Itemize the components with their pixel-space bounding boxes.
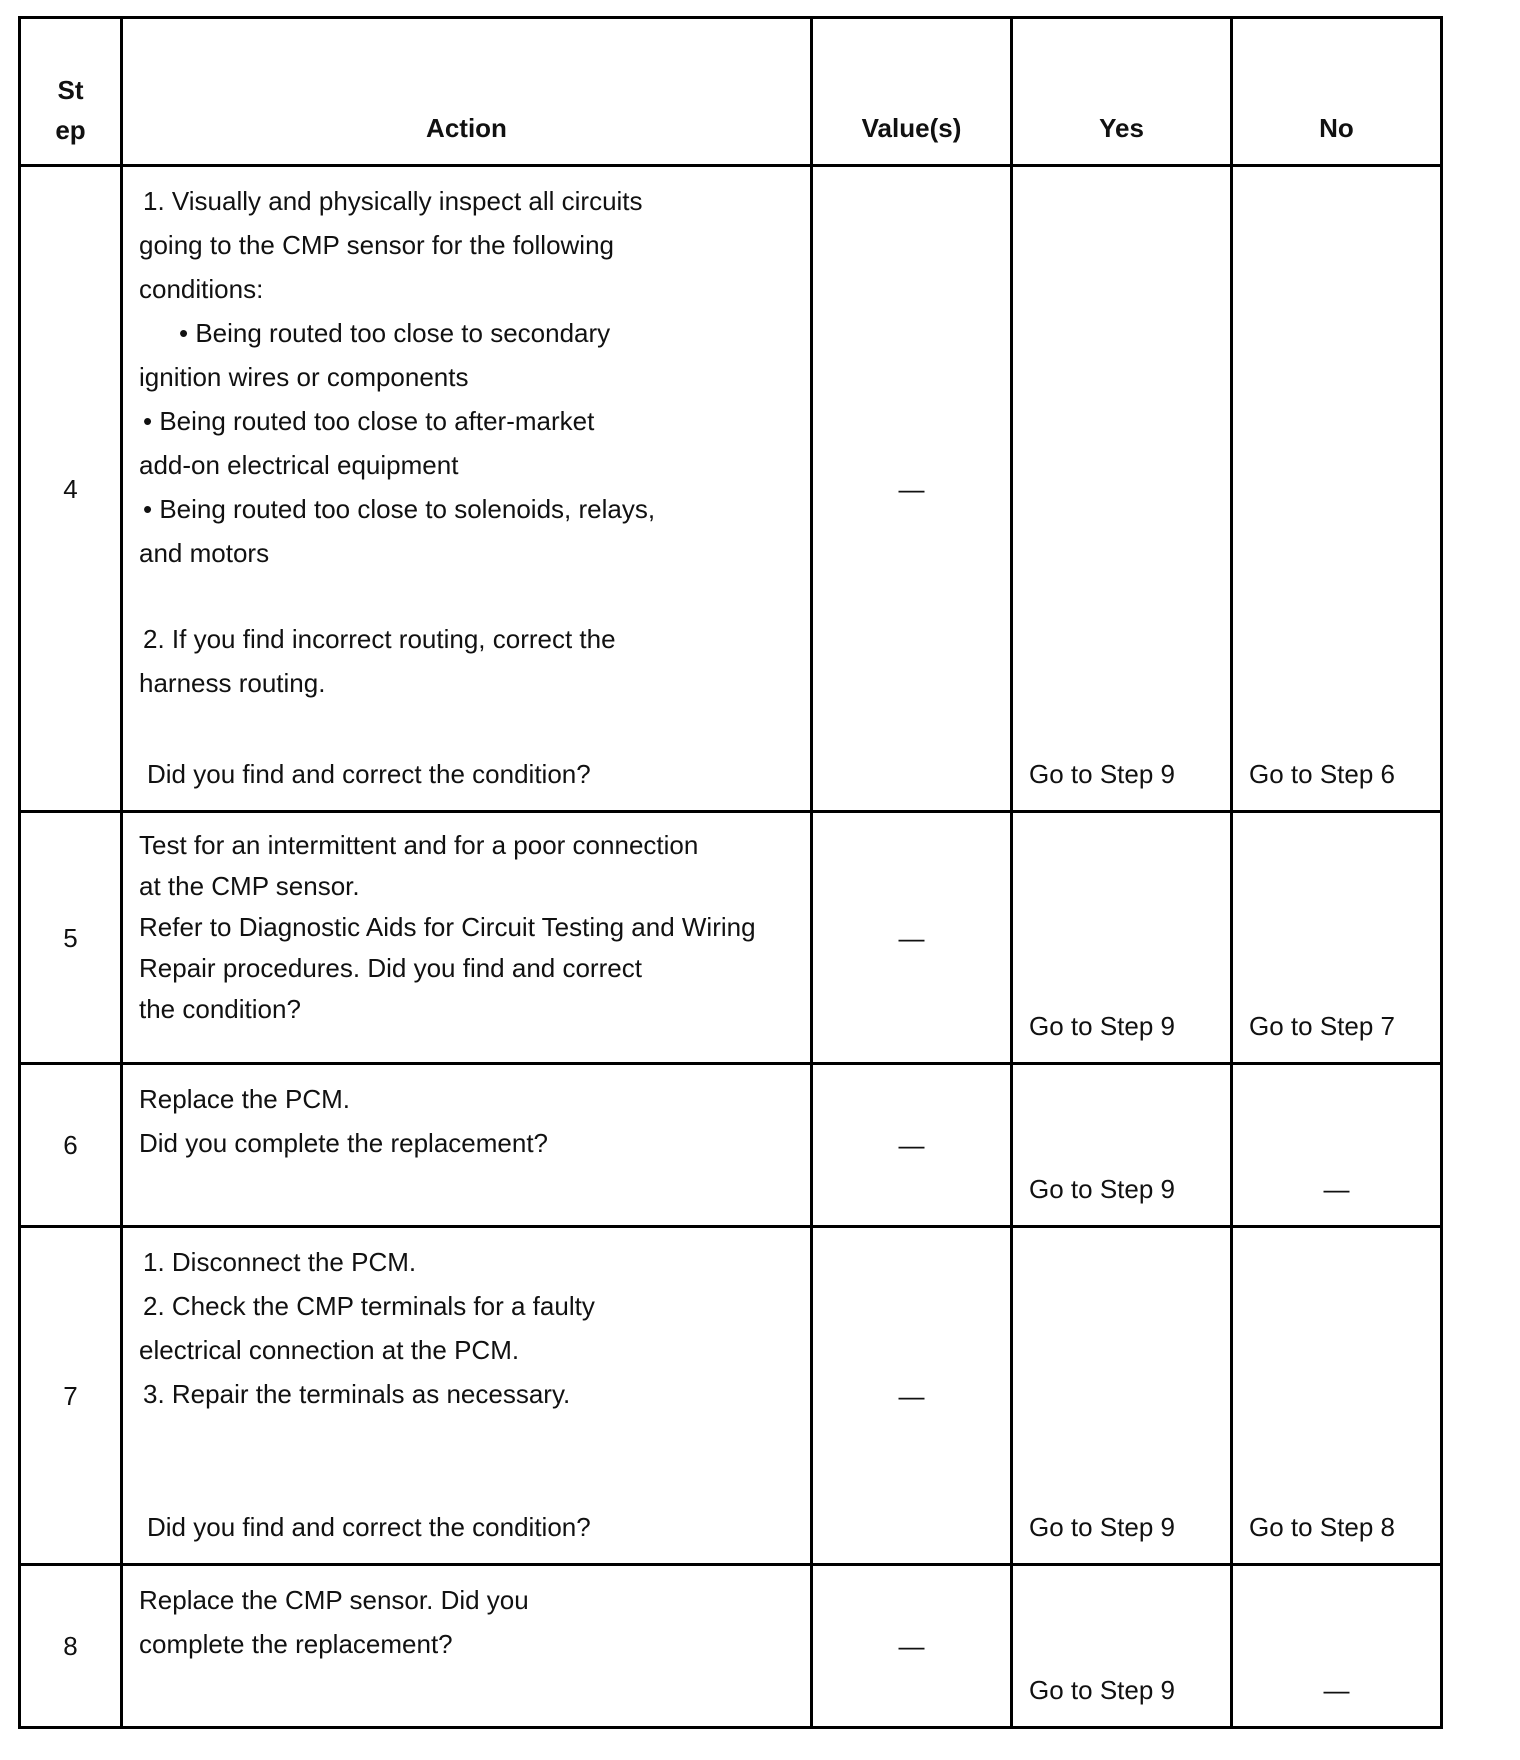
action-line: 2. If you find incorrect routing, correct the [143, 624, 616, 654]
action-line: at the CMP sensor. [139, 871, 360, 901]
step-number: 7 [20, 1227, 122, 1565]
no-result: — [1232, 1565, 1442, 1728]
header-no: No [1232, 18, 1442, 166]
action-cell [122, 812, 812, 1064]
action-line: Repair procedures. Did you find and correct [139, 953, 642, 983]
action-line: • Being routed too close to solenoids, relays, [143, 494, 656, 524]
table-row [20, 812, 1442, 1064]
action-question: Did you find and correct the condition? [147, 1512, 591, 1542]
step-number: 4 [20, 166, 122, 812]
yes-result: Go to Step 9 [1012, 166, 1232, 812]
value-cell: — [812, 166, 1012, 812]
yes-result: Go to Step 9 [1012, 1227, 1232, 1565]
action-line: 1. Visually and physically inspect all circuits [143, 186, 643, 216]
step-number: 6 [20, 1064, 122, 1227]
action-line: • Being routed too close to secondary [179, 318, 611, 348]
action-cell [122, 1227, 812, 1565]
action-question: Did you find and correct the condition? [147, 759, 591, 789]
action-line: 1. Disconnect the PCM. [143, 1247, 417, 1277]
action-line: complete the replacement? [139, 1629, 453, 1659]
action-line: harness routing. [139, 668, 326, 698]
action-line: conditions: [139, 274, 264, 304]
action-line: • Being routed too close to after-market [143, 406, 595, 436]
table-row [20, 1565, 1442, 1728]
header-row [20, 18, 1442, 166]
step-number: 5 [20, 812, 122, 1064]
action-line: going to the CMP sensor for the following [139, 230, 615, 260]
action-line: 3. Repair the terminals as necessary. [143, 1379, 571, 1409]
value-cell: — [812, 1064, 1012, 1227]
table-row [20, 1227, 1442, 1565]
action-line: Replace the CMP sensor. Did you [139, 1585, 529, 1615]
value-cell: — [812, 812, 1012, 1064]
header-step-line2: ep [55, 115, 86, 145]
table-row [20, 166, 1442, 812]
diagnostic-table [18, 16, 1443, 1729]
action-line: the condition? [139, 994, 301, 1024]
action-line: Did you complete the replacement? [139, 1128, 549, 1158]
action-cell [122, 1064, 812, 1227]
action-line: Replace the PCM. [139, 1084, 350, 1114]
action-line: ignition wires or components [139, 362, 469, 392]
value-cell: — [812, 1565, 1012, 1728]
header-yes: Yes [1012, 18, 1232, 166]
action-line: add-on electrical equipment [139, 450, 459, 480]
header-values: Value(s) [812, 18, 1012, 166]
action-line: electrical connection at the PCM. [139, 1335, 520, 1365]
action-cell [122, 1565, 812, 1728]
diagnostic-table-document [18, 16, 1443, 1729]
header-step [20, 18, 122, 166]
header-action: Action [122, 18, 812, 166]
value-cell: — [812, 1227, 1012, 1565]
yes-result: Go to Step 9 [1012, 812, 1232, 1064]
table-row [20, 1064, 1442, 1227]
action-cell [122, 166, 812, 812]
header-step-line1: St [57, 75, 84, 105]
no-result: — [1232, 1064, 1442, 1227]
action-line: 2. Check the CMP terminals for a faulty [143, 1291, 595, 1321]
no-result: Go to Step 6 [1232, 166, 1442, 812]
no-result: Go to Step 8 [1232, 1227, 1442, 1565]
step-number: 8 [20, 1565, 122, 1728]
action-line: Test for an intermittent and for a poor connection [139, 830, 699, 860]
action-line: and motors [139, 538, 270, 568]
action-line: Refer to Diagnostic Aids for Circuit Testing and Wiring [139, 912, 756, 942]
yes-result: Go to Step 9 [1012, 1565, 1232, 1728]
no-result: Go to Step 7 [1232, 812, 1442, 1064]
yes-result: Go to Step 9 [1012, 1064, 1232, 1227]
